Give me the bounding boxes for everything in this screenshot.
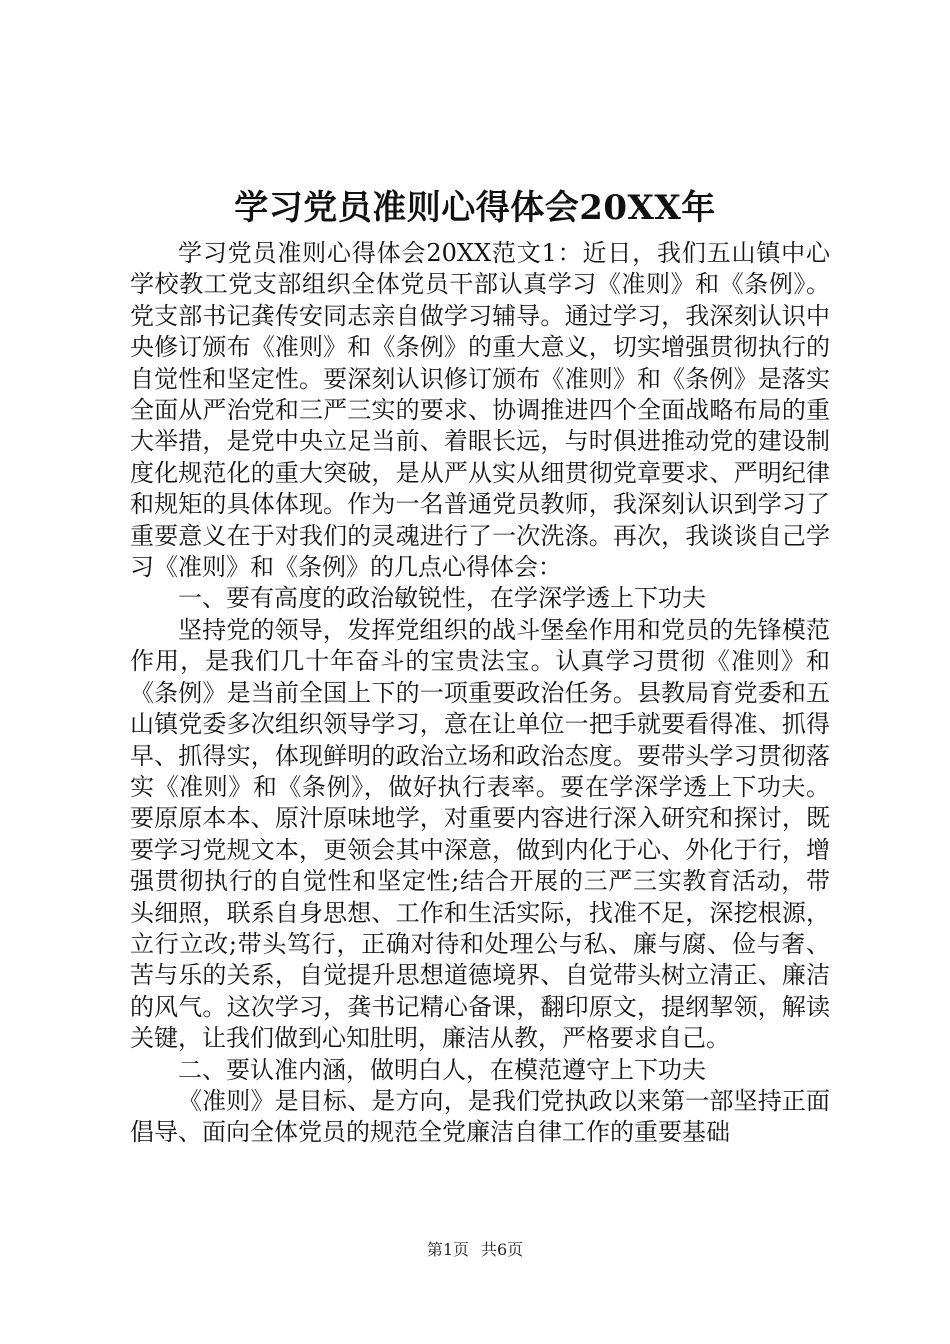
document-title: 学习党员准则心得体会20XX年 [234,188,716,228]
section-heading-2: 二、要认准内涵，做明白人，在模范遵守上下功夫 [178,1055,706,1084]
document-body [130,238,830,1149]
paragraph-section-1: 坚持党的领导，发挥党组织的战斗堡垒作用和党员的先锋模范作用，是我们几十年奋斗的宝贵法宝。认真学习贯彻《准则》和《条例》是当前全国上下的一项重要政治任务。县教局育党委和五山镇党委多次组织领导学习，意在让单位一把手就要看得准、抓得早、抓得实，体现鲜明的政治立场和政治态度。要带头学习贯彻落实《准则》和《条例》，做好执行表率。要在学深学透上下功夫。要原原本本、原汁原味地学，对重要内容进行深入研究和探讨，既要学习党规文本，更领会其中深意，做到内化于心、外化于行，增强贯彻执行的自觉性和坚定性;结合开展的三严三实教育活动，带头细照，联系自身思想、工作和生活实际，找准不足，深挖根源，立行立改;带头笃行，正确对待和处理公与私、廉与腐、俭与奢、苦与乐的关系，自觉提升思想道德境界、自觉带头树立清正、廉洁的风气。这次学习，龚书记精心备课，翻印原文，提纲挈领，解读关键，让我们做到心知肚明，廉洁从教，严格要求自己。 [130,615,830,1053]
page-total: 共6页 [481,1240,524,1259]
paragraph-intro: 学习党员准则心得体会20XX范文1：近日，我们五山镇中心学校教工党支部组织全体党员干部认真学习《准则》和《条例》。党支部书记龚传安同志亲自做学习辅导。通过学习，我深刻认识中央修订颁布《准则》和《条例》的重大意义，切实增强贯彻执行的自觉性和坚定性。要深刻认识修订颁布《准则》和《条例》是落实全面从严治党和三严三实的要求、协调推进四个全面战略布局的重大举措，是党中央立足当前、着眼长远，与时俱进推动党的建设制度化规范化的重大突破，是从严从实从细贯彻党章要求、严明纪律和规矩的具体体现。作为一名普通党员教师，我深刻认识到学习了重要意义在于对我们的灵魂进行了一次洗涤。再次，我谈谈自己学习《准则》和《条例》的几点心得体会： [130,239,830,582]
section-heading-1: 一、要有高度的政治敏锐性，在学深学透上下功夫 [178,584,706,613]
page-footer [0,1240,950,1260]
paragraph-section-2: 《准则》是目标、是方向，是我们党执政以来第一部坚持正面倡导、面向全体党员的规范全党廉洁自律工作的重要基础 [130,1086,830,1147]
page-number: 第1页 [426,1240,469,1259]
